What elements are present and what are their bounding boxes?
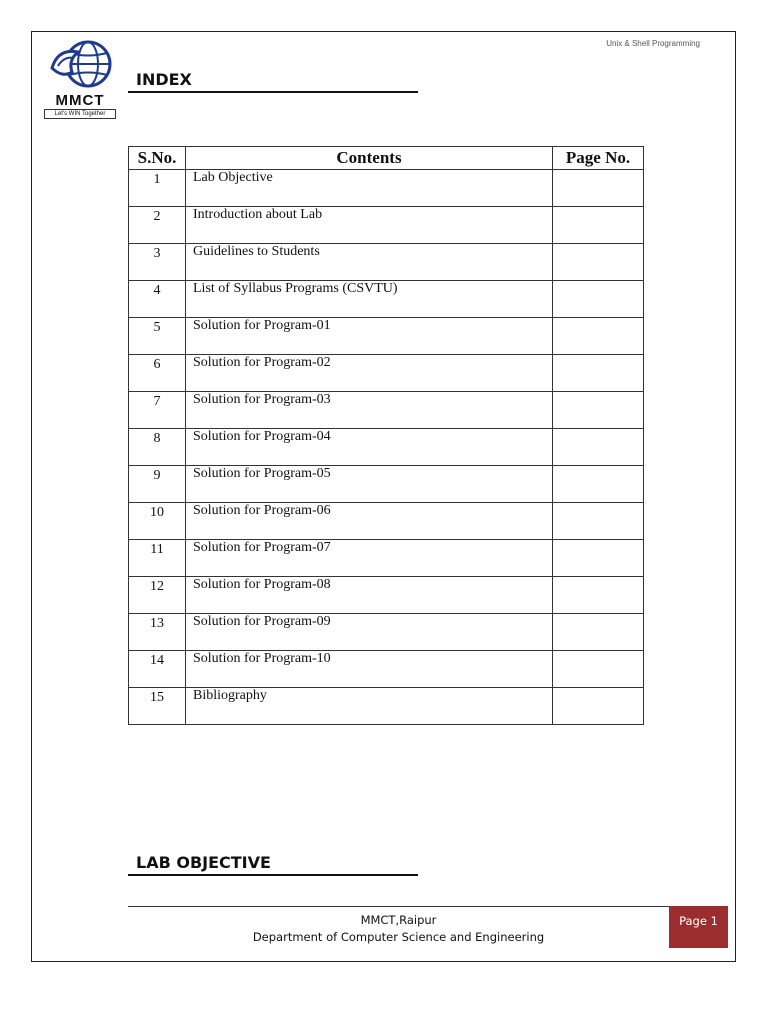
row-sno: 15 xyxy=(129,688,186,725)
lab-objective-heading: LAB OBJECTIVE xyxy=(128,853,418,876)
table-row xyxy=(129,651,644,688)
table-row xyxy=(129,466,644,503)
index-table xyxy=(128,146,644,725)
column-header-contents: Contents xyxy=(186,147,553,170)
row-page-no xyxy=(553,466,644,503)
mmct-logo xyxy=(44,38,120,120)
footer-divider xyxy=(128,906,669,907)
index-heading: INDEX xyxy=(128,70,418,93)
row-page-no xyxy=(553,429,644,466)
row-sno: 10 xyxy=(129,503,186,540)
row-sno: 14 xyxy=(129,651,186,688)
row-content: Solution for Program-07 xyxy=(186,540,553,577)
row-content: Solution for Program-04 xyxy=(186,429,553,466)
running-title: Unix & Shell Programming xyxy=(606,39,700,48)
table-row xyxy=(129,577,644,614)
row-page-no xyxy=(553,318,644,355)
row-page-no xyxy=(553,614,644,651)
row-sno: 12 xyxy=(129,577,186,614)
row-page-no xyxy=(553,281,644,318)
row-sno: 11 xyxy=(129,540,186,577)
row-page-no xyxy=(553,207,644,244)
footer-department: Department of Computer Science and Engineering xyxy=(252,930,545,944)
row-page-no xyxy=(553,577,644,614)
row-content: Solution for Program-06 xyxy=(186,503,553,540)
table-row xyxy=(129,540,644,577)
table-row xyxy=(129,207,644,244)
row-content: Lab Objective xyxy=(186,170,553,207)
row-content: Solution for Program-05 xyxy=(186,466,553,503)
table-header-row xyxy=(129,147,644,170)
row-sno: 2 xyxy=(129,207,186,244)
row-content: List of Syllabus Programs (CSVTU) xyxy=(186,281,553,318)
row-page-no xyxy=(553,651,644,688)
logo-tagline: Let's WIN Together xyxy=(44,109,116,119)
table-row xyxy=(129,429,644,466)
row-content: Solution for Program-03 xyxy=(186,392,553,429)
row-page-no xyxy=(553,170,644,207)
table-row xyxy=(129,688,644,725)
row-content: Solution for Program-02 xyxy=(186,355,553,392)
footer xyxy=(128,912,669,946)
row-sno: 7 xyxy=(129,392,186,429)
row-content: Solution for Program-10 xyxy=(186,651,553,688)
row-content: Solution for Program-09 xyxy=(186,614,553,651)
table-row xyxy=(129,281,644,318)
table-row xyxy=(129,318,644,355)
footer-institution: MMCT,Raipur xyxy=(360,913,437,927)
globe-logo-icon xyxy=(44,38,120,94)
table-row xyxy=(129,355,644,392)
row-content: Solution for Program-01 xyxy=(186,318,553,355)
row-page-no xyxy=(553,355,644,392)
row-page-no xyxy=(553,540,644,577)
row-page-no xyxy=(553,688,644,725)
table-row xyxy=(129,170,644,207)
row-sno: 8 xyxy=(129,429,186,466)
row-content: Solution for Program-08 xyxy=(186,577,553,614)
page-number-badge: Page 1 xyxy=(669,906,728,948)
row-sno: 13 xyxy=(129,614,186,651)
column-header-page-no: Page No. xyxy=(553,147,644,170)
row-sno: 5 xyxy=(129,318,186,355)
row-content: Bibliography xyxy=(186,688,553,725)
table-row xyxy=(129,244,644,281)
row-page-no xyxy=(553,503,644,540)
row-page-no xyxy=(553,392,644,429)
row-content: Guidelines to Students xyxy=(186,244,553,281)
row-page-no xyxy=(553,244,644,281)
table-row xyxy=(129,392,644,429)
table-row xyxy=(129,503,644,540)
logo-name: MMCT xyxy=(55,92,105,109)
row-sno: 3 xyxy=(129,244,186,281)
row-sno: 6 xyxy=(129,355,186,392)
row-content: Introduction about Lab xyxy=(186,207,553,244)
table-row xyxy=(129,614,644,651)
row-sno: 4 xyxy=(129,281,186,318)
row-sno: 1 xyxy=(129,170,186,207)
column-header-sno: S.No. xyxy=(129,147,186,170)
row-sno: 9 xyxy=(129,466,186,503)
